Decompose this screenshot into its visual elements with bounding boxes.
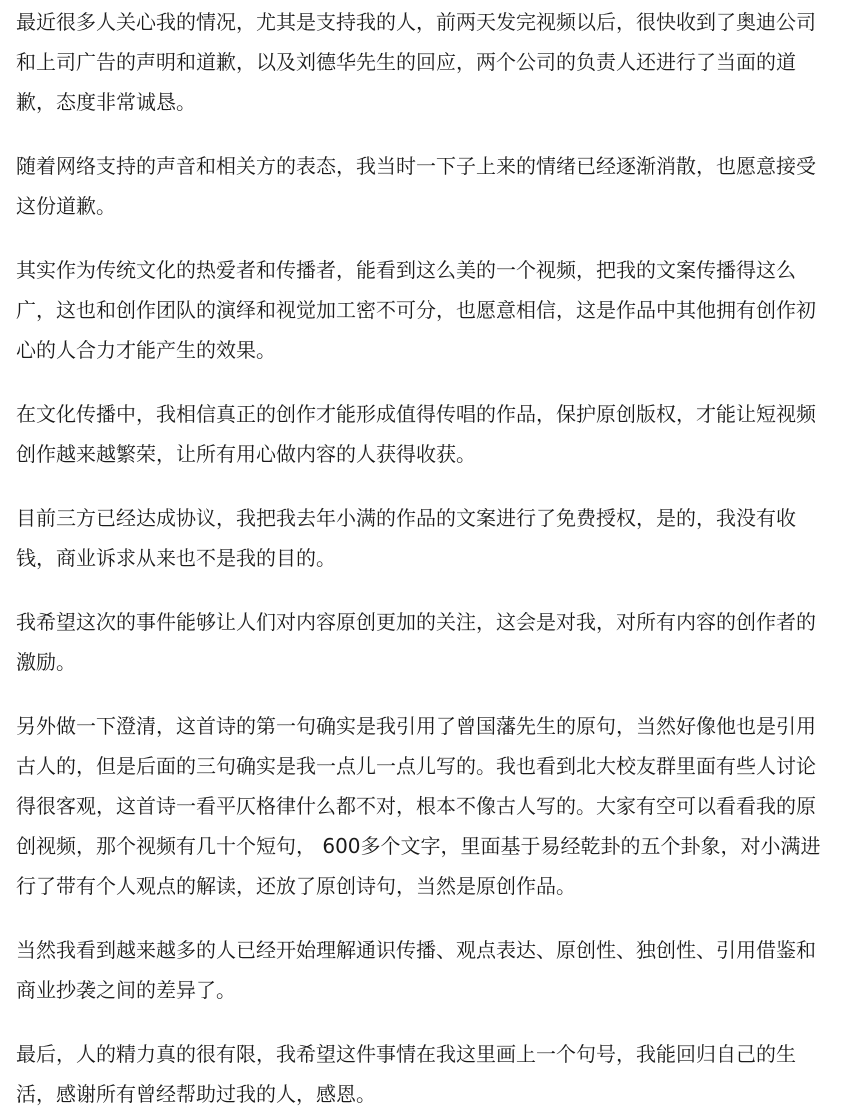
paragraph-9: 最后，人的精力真的很有限，我希望这件事情在我这里画上一个句号，我能回归自己的生活，感谢所有曾经帮助过我的人，感恩。 <box>16 1042 796 1106</box>
paragraph-6: 我希望这次的事件能够让人们对内容原创更加的关注，这会是对我，对所有内容的创作者的激励。 <box>16 610 816 674</box>
paragraph-1: 最近很多人关心我的情况，尤其是支持我的人，前两天发完视频以后，很快收到了奥迪公司和上司广告的声明和道歉，以及刘德华先生的回应，两个公司的负责人还进行了当面的道歉，态度非常诚恳。 <box>16 10 816 114</box>
paragraph-5: 目前三方已经达成协议，我把我去年小满的作品的文案进行了免费授权，是的，我没有收钱，商业诉求从来也不是我的目的。 <box>16 506 796 570</box>
paragraph-7: 另外做一下澄清，这首诗的第一句确实是我引用了曾国藩先生的原句，当然好像他也是引用古人的，但是后面的三句确实是我一点儿一点儿写的。我也看到北大校友群里面有些人讨论得很客观，这首诗一看平仄格律什么都不对，根本不像古人写的。大家有空可以看看我的原创视频，那个视频有几十个短句， 600多个文字，里面基于易经乾卦的五个卦象，对小满进行了带有个人观点的解读，还放了原创诗句，当然是原创作品。 <box>16 714 821 898</box>
paragraph-3: 其实作为传统文化的热爱者和传播者，能看到这么美的一个视频，把我的文案传播得这么广，这也和创作团队的演绎和视觉加工密不可分，也愿意相信，这是作品中其他拥有创作初心的人合力才能产生的效果。 <box>16 258 816 362</box>
paragraph-2: 随着网络支持的声音和相关方的表态，我当时一下子上来的情绪已经逐渐消散，也愿意接受这份道歉。 <box>16 154 816 218</box>
paragraph-4: 在文化传播中，我相信真正的创作才能形成值得传唱的作品，保护原创版权，才能让短视频创作越来越繁荣，让所有用心做内容的人获得收获。 <box>16 402 816 466</box>
paragraph-8: 当然我看到越来越多的人已经开始理解通识传播、观点表达、原创性、独创性、引用借鉴和商业抄袭之间的差异了。 <box>16 938 816 1002</box>
